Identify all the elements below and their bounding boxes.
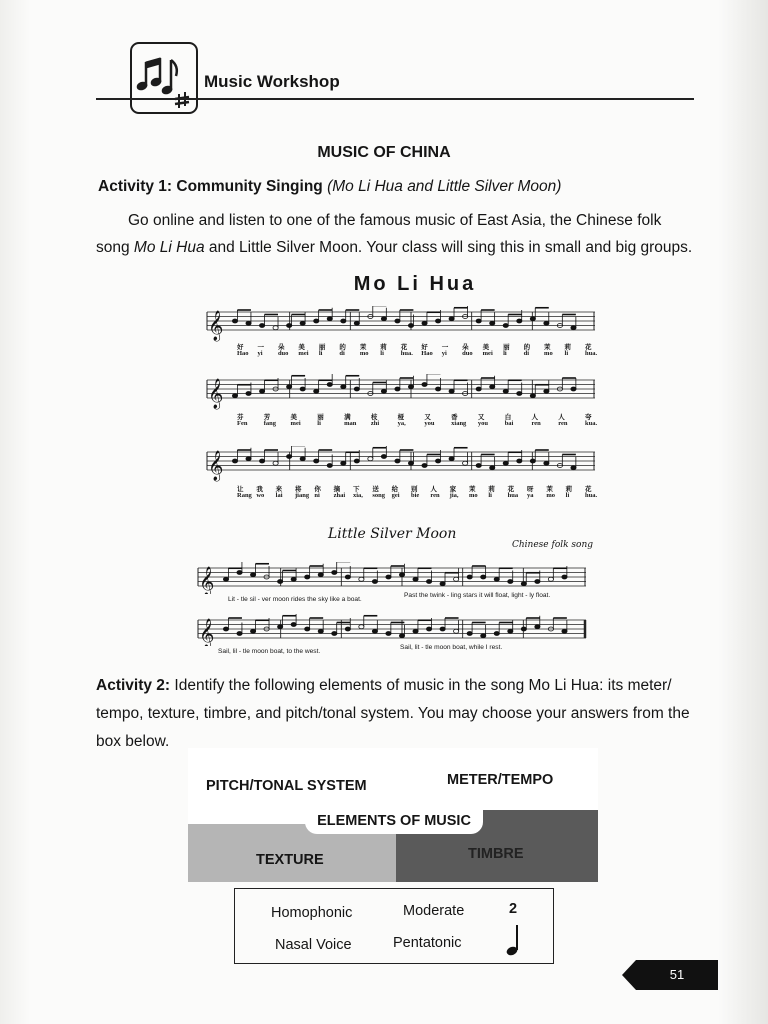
- lyric-syllable: 家: [449, 486, 457, 493]
- lyric-syllable: bai: [504, 420, 514, 427]
- lyric-syllable: 的: [523, 344, 531, 351]
- lyric-syllable: xia,: [353, 492, 363, 499]
- lyric-syllable: 朵: [277, 344, 285, 351]
- lyric-syllable: li: [380, 350, 384, 357]
- lyric-syllable: duo: [462, 350, 473, 357]
- lyric-syllable: 花: [507, 486, 515, 493]
- lyric-syllable: you: [424, 420, 435, 427]
- lyric-syllable: mo: [359, 350, 369, 357]
- staff-4-lyrics-a: Lit - tle sil - ver moon rides the sky like a boat.: [228, 596, 362, 603]
- activity-2-text: Identify the following elements of music in the song Mo Li Hua: its meter/ tempo, texture, timbre, and pitch/tonal system. You may choose your answers from the box below.: [96, 677, 690, 750]
- mo-li-hua-staff-3: [205, 446, 598, 499]
- meter-tempo-label: METER/TEMPO: [447, 772, 554, 788]
- lyric-syllable: jia,: [449, 492, 459, 499]
- svg-text:𝄞: 𝄞: [208, 379, 224, 409]
- lyric-syllable: di: [339, 350, 345, 357]
- lyric-syllable: 送: [372, 486, 379, 493]
- lyric-syllable: yi: [257, 350, 263, 357]
- paragraph-line-2-start: song: [96, 239, 134, 256]
- lyric-syllable: li: [503, 350, 507, 357]
- lyric-syllable: 莉: [564, 344, 572, 351]
- staff-5-notation: [196, 614, 588, 646]
- lyric-syllable: 香: [451, 414, 458, 421]
- song-2-title: Little Silver Moon: [328, 526, 457, 542]
- lyric-syllable: 的: [339, 344, 346, 351]
- lyric-syllable: Hao: [237, 350, 249, 357]
- lyric-syllable: 芬: [237, 414, 244, 421]
- lyric-syllable: mei: [482, 350, 493, 357]
- lyric-syllable: mo: [469, 492, 478, 499]
- activity-1-label: Activity 1: Community Singing: [98, 178, 323, 195]
- lyric-syllable: Hao: [421, 350, 433, 357]
- lyric-syllable: 花: [400, 344, 408, 351]
- pitch-tonal-system-label: PITCH/TONAL SYSTEM: [206, 778, 367, 794]
- activity-1-heading: [98, 178, 561, 196]
- lyric-syllable: Rang: [237, 492, 252, 499]
- lyric-syllable: 你: [314, 486, 321, 493]
- mo-li-hua-staff-2: [205, 374, 598, 427]
- lyric-syllable: yi: [441, 350, 447, 357]
- staff-5-lyrics-a: Sail, lil - tle moon boat, to the west.: [218, 648, 321, 655]
- lyric-syllable: 来: [275, 486, 283, 493]
- lyric-syllable: 人: [558, 414, 565, 421]
- svg-text:𝄞: 𝄞: [208, 311, 224, 341]
- lyric-syllable: lai: [275, 492, 283, 499]
- lyric-syllable: kua.: [585, 420, 598, 427]
- lyric-syllable: hua.: [585, 350, 598, 357]
- lyric-syllable: mei: [290, 420, 301, 427]
- answer-time-numerator: 2: [509, 901, 518, 917]
- lyric-syllable: wo: [256, 492, 265, 499]
- staff-5-lyrics-b: Sail, lit - tle moon boat, while I rest.: [400, 644, 503, 651]
- answer-homophonic: Homophonic: [271, 905, 353, 921]
- mo-li-hua-staff-1: [205, 306, 598, 357]
- lyric-syllable: 丽: [317, 414, 324, 421]
- lyric-syllable: 美: [482, 344, 490, 351]
- lyric-syllable: li: [318, 350, 323, 357]
- staff-4-lyrics-b: Past the twink - ling stars it will float, light - ly float.: [404, 592, 551, 599]
- elements-of-music-label: ELEMENTS OF MUSIC: [305, 808, 483, 834]
- lyric-syllable: 莉: [565, 486, 573, 493]
- lyric-syllable: Fen: [237, 420, 248, 427]
- lyric-syllable: 一: [257, 344, 264, 351]
- staff-2-notation: [205, 374, 597, 410]
- lyric-syllable: 又: [477, 414, 485, 421]
- music-notes-sharp-icon: [130, 42, 198, 114]
- lyric-syllable: 人: [531, 414, 538, 421]
- answer-nasal-voice: Nasal Voice: [275, 937, 352, 953]
- lyric-syllable: 美: [290, 414, 298, 421]
- svg-text:𝄞: 𝄞: [199, 567, 215, 594]
- lyric-syllable: 摘: [333, 486, 341, 493]
- page-number: 51: [669, 967, 685, 982]
- lyric-syllable: 朵: [462, 344, 469, 351]
- lyric-syllable: 丽: [503, 344, 510, 351]
- paragraph-song-name: Mo Li Hua: [133, 239, 205, 256]
- lyric-syllable: 丽: [318, 344, 326, 351]
- lyric-syllable: man: [344, 420, 357, 427]
- lyric-syllable: fang: [263, 420, 277, 427]
- lyric-syllable: mo: [544, 350, 553, 357]
- activity-1-songs: (Mo Li Hua and Little Silver Moon): [327, 178, 562, 195]
- lyric-syllable: di: [523, 350, 529, 357]
- header-divider: [96, 98, 694, 100]
- lyric-syllable: hua.: [585, 492, 598, 499]
- lyric-syllable: 莉: [488, 486, 495, 493]
- activity-2-paragraph: [96, 672, 701, 756]
- activity-2-label: Activity 2:: [96, 677, 171, 694]
- lyric-syllable: li: [488, 492, 492, 499]
- lyric-syllable: bie: [411, 492, 420, 499]
- lyric-syllable: 别: [411, 486, 418, 493]
- lyric-syllable: 夸: [585, 414, 592, 421]
- lyric-syllable: 呀: [527, 486, 534, 493]
- lyric-syllable: 将: [295, 486, 302, 493]
- lyric-syllable: ya: [527, 492, 534, 499]
- lyric-syllable: 白: [504, 414, 512, 421]
- texture-label: TEXTURE: [256, 852, 324, 868]
- song-1-title: Mo Li Hua: [353, 273, 477, 295]
- answer-pentatonic: Pentatonic: [393, 935, 462, 951]
- lyric-syllable: 花: [585, 344, 592, 351]
- lyric-syllable: 我: [256, 486, 263, 493]
- page-title: MUSIC OF CHINA: [317, 144, 451, 161]
- lyric-syllable: 下: [353, 486, 360, 493]
- little-silver-moon-staff-2: [196, 614, 588, 651]
- svg-text:𝄞: 𝄞: [208, 451, 224, 481]
- lyric-syllable: hua.: [400, 350, 413, 357]
- lyric-syllable: song: [372, 492, 385, 499]
- lyric-syllable: 桠: [397, 414, 405, 421]
- lyric-syllable: mei: [298, 350, 309, 357]
- staff-3-notation: [205, 446, 597, 482]
- lyric-syllable: 人: [430, 486, 437, 493]
- lyric-syllable: 茉: [544, 344, 551, 351]
- lyric-syllable: 又: [424, 414, 431, 421]
- song-2-subtitle: Chinese folk song: [512, 540, 594, 550]
- lyric-syllable: ni: [314, 492, 320, 499]
- timbre-label: TIMBRE: [468, 846, 524, 862]
- lyric-syllable: 枝: [370, 414, 378, 421]
- lyric-syllable: duo: [277, 350, 289, 357]
- page-number-tab: [636, 960, 718, 990]
- staff-4-notation: [196, 562, 588, 594]
- lyric-syllable: 芳: [263, 414, 271, 421]
- quarter-note-icon: [503, 923, 523, 959]
- lyric-syllable: zhi: [370, 420, 380, 427]
- lyric-syllable: li: [317, 420, 321, 427]
- lyric-syllable: li: [564, 350, 569, 357]
- lyric-syllable: 茉: [469, 486, 476, 493]
- lyric-syllable: 茉: [546, 486, 553, 493]
- lyric-syllable: ya,: [397, 420, 406, 427]
- lyric-syllable: zhai: [333, 492, 346, 499]
- lyric-syllable: 给: [391, 486, 399, 493]
- lyric-syllable: ren: [558, 420, 568, 427]
- paragraph-line-1: Go online and listen to one of the famous music of East Asia, the Chinese folk: [128, 212, 662, 229]
- paragraph-line-2-end: and Little Silver Moon. Your class will sing this in small and big groups.: [204, 239, 693, 256]
- lyric-syllable: 花: [585, 486, 592, 493]
- lyric-syllable: 一: [441, 344, 449, 351]
- answer-choices-box: [234, 888, 554, 964]
- svg-text:𝄞: 𝄞: [199, 619, 215, 646]
- lyric-syllable: jiang: [295, 492, 310, 499]
- lyric-syllable: mo: [546, 492, 555, 499]
- lyric-syllable: ren: [430, 492, 440, 499]
- lyric-syllable: hua: [507, 492, 519, 499]
- lyric-syllable: 莉: [380, 344, 387, 351]
- header-title: Music Workshop: [204, 72, 340, 91]
- lyric-syllable: 满: [344, 414, 351, 421]
- lyric-syllable: 好: [237, 344, 244, 351]
- lyric-syllable: 美: [298, 344, 305, 351]
- lyric-syllable: 好: [421, 344, 428, 351]
- lyric-syllable: ren: [531, 420, 541, 427]
- lyric-syllable: xiang: [451, 420, 467, 427]
- lyric-syllable: you: [477, 420, 489, 427]
- lyric-syllable: li: [565, 492, 570, 499]
- staff-1-notation: [205, 306, 597, 342]
- activity-1-paragraph: [96, 207, 696, 261]
- answer-moderate: Moderate: [403, 903, 465, 919]
- lyric-syllable: 茉: [359, 344, 367, 351]
- lyric-syllable: 让: [237, 486, 244, 493]
- lyric-syllable: gei: [391, 492, 400, 499]
